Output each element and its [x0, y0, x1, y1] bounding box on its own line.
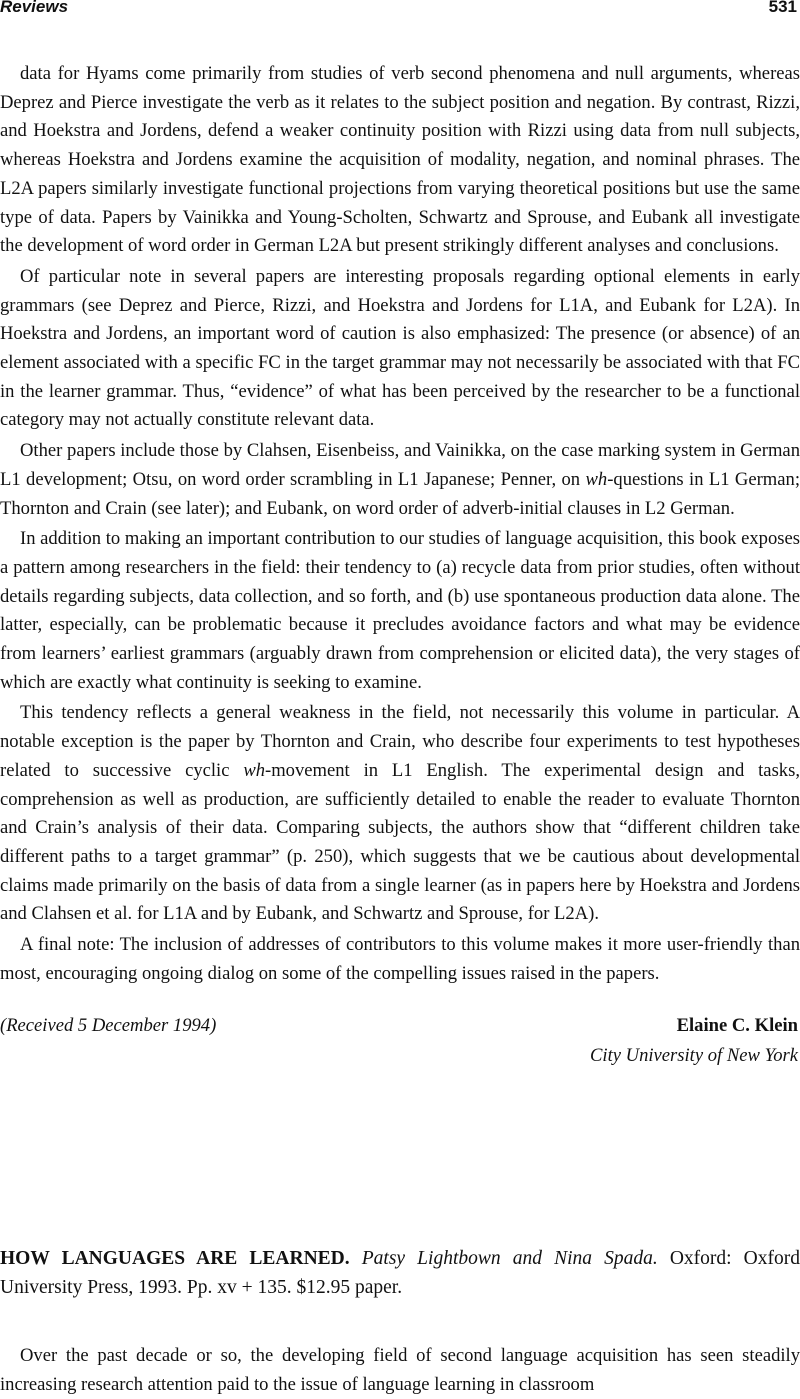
next-review-heading: [0, 1244, 800, 1302]
paragraph-text: -movement in L1 English. The experimental design and tasks, comprehension as well as production, are sufficiently detailed to enable the reader to evaluate Thornton and Crain’s analysis of their data. Comparing subjects, the authors show that “different children take different paths to a target grammar” (p. 250), which suggests that we be cautious about developmental claims made primarily on the basis of data from a single learner (as in papers here by Hoekstra and Jordens and Clahsen et al. for L1A and by Eubank, and Schwartz and Sprouse, for L2A).: [0, 759, 800, 925]
reviewer-affiliation: City University of New York: [590, 1045, 798, 1066]
paragraph-text: This tendency reflects a general weakness in the field, not necessarily this volume in particular. A notable exception is the paper by Thornton and Crain, who describe four experiments to test hypotheses related to successive cyclic: [0, 702, 800, 781]
paragraph-3: [0, 437, 800, 523]
paragraph-5: [0, 699, 800, 929]
page-header: [0, 0, 800, 23]
book-authors: Patsy Lightbown and Nina Spada.: [361, 1248, 658, 1269]
page-number: 531: [768, 0, 797, 16]
italic-term: wh: [585, 468, 608, 490]
reviewer-name: Elaine C. Klein: [676, 1015, 798, 1036]
received-date: (Received 5 December 1994): [0, 1015, 217, 1036]
book-publication: Oxford: Oxford University Press, 1993. Pp. xv + 135. $12.95 paper.: [0, 1248, 800, 1298]
paragraph-text: Of particular note in several papers are interesting proposals regarding optional elements in early grammars (see Deprez and Pierce, Rizzi, and Hoekstra and Jordens for L1A, and Eubank for L2A). In Hoekstra and Jordens, an important word of caution is also emphasized: The presence (or absence) of an element associated with a specific FC in the target grammar may not necessarily be associated with that FC in the learner grammar. Thus, “evidence” of what has been perceived by the researcher to be a functional category may not actually constitute relevant data.: [0, 265, 800, 431]
next-review-body: Over the past decade or so, the developing field of second language acquisition has seen steadily increasing research attention paid to the issue of language learning in classroom: [0, 1345, 800, 1395]
paragraph-text: In addition to making an important contribution to our studies of language acquisition, this book exposes a pattern among researchers in the field: their tendency to (a) recycle data from prior studies, often without details regarding subjects, data collection, and so forth, and (b) use spontaneous production data alone. The latter, especially, can be problematic because it precludes avoidance factors and what may be evidence from learners’ earliest grammars (arguably drawn from comprehension or elicited data), the very stages of which are exactly what continuity is seeking to examine.: [0, 528, 800, 693]
running-head: Reviews: [0, 0, 69, 16]
paragraph-text: data for Hyams come primarily from studies of verb second phenomena and null arguments, whereas Deprez and Pierce investigate the verb as it relates to the subject position and negation. By contrast, Rizzi, and Hoekstra and Jordens, defend a weaker continuity position with Rizzi using data from null subjects, whereas Hoekstra and Jordens examine the acquisition of modality, negation, and nominal phrases. The L2A papers similarly investigate functional projections from varying theoretical positions but use the same type of data. Papers by Vainikka and Young-Scholten, Schwartz and Sprouse, and Eubank all investigate the development of word order in German L2A but present strikingly different analyses and conclusions.: [0, 63, 800, 257]
review-body: [0, 60, 800, 991]
paragraph-2: [0, 263, 800, 435]
paragraph-1: [0, 60, 800, 261]
italic-term: wh: [243, 759, 266, 781]
paragraph-text: Other papers include those by Clahsen, Eisenbeiss, and Vainikka, on the case marking system in German L1 development; Otsu, on word order scrambling in L1 Japanese; Penner, on: [0, 440, 800, 490]
paragraph-text: -questions in L1 German; Thornton and Crain (see later); and Eubank, on word order of adverb-initial clauses in L2 German.: [0, 468, 800, 519]
paragraph-6: [0, 931, 800, 988]
paragraph-text: A final note: The inclusion of addresses of contributors to this volume makes it more user-friendly than most, encouraging ongoing dialog on some of the compelling issues raised in the papers.: [0, 934, 800, 984]
paragraph-4: [0, 525, 800, 697]
book-title: HOW LANGUAGES ARE LEARNED.: [0, 1248, 350, 1269]
